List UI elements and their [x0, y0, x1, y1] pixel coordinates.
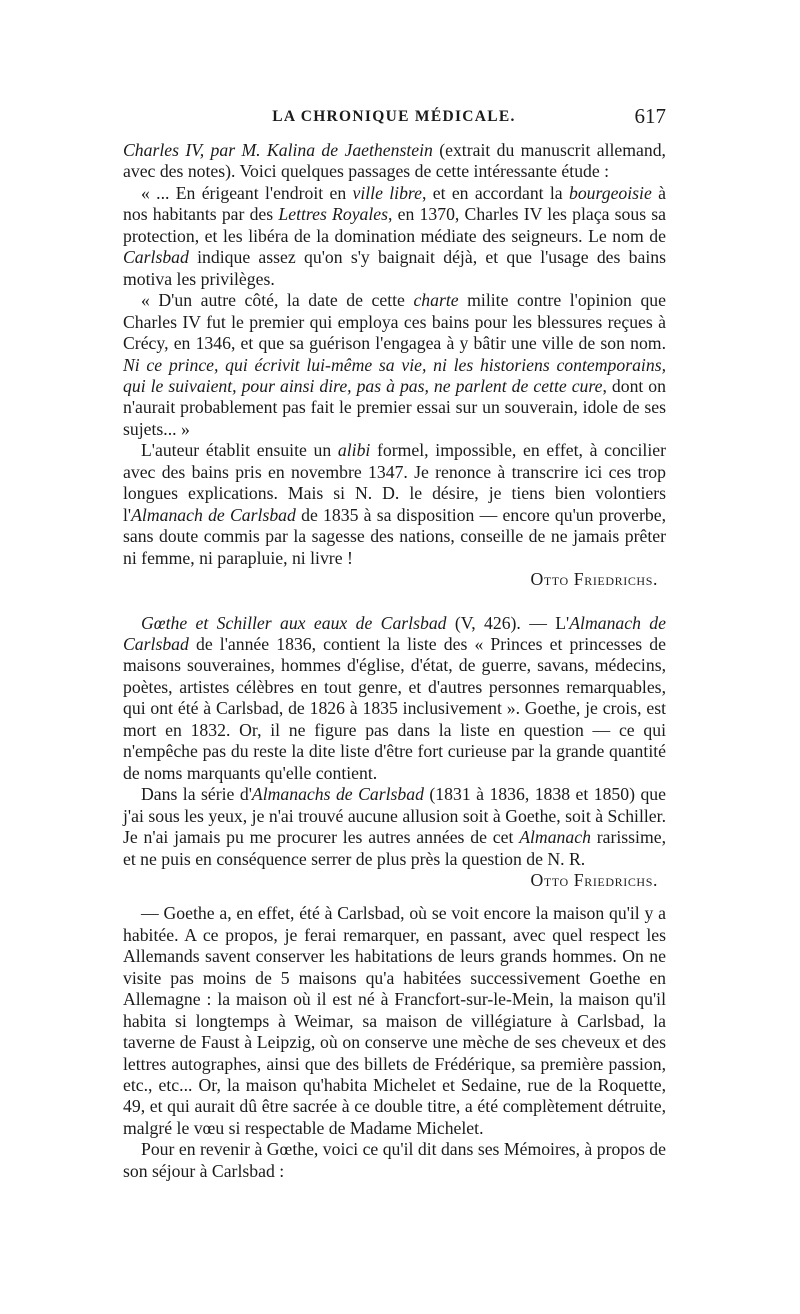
body-text: [123, 140, 666, 1182]
page-number: 617: [634, 104, 666, 128]
section-title: Gœthe et Schiller aux eaux de Carlsbad: [141, 612, 447, 633]
running-title: LA CHRONIQUE MÉDICALE.: [272, 108, 516, 125]
page-header: [118, 104, 670, 132]
paragraph-goethe-houses: — Goethe a, en effet, été à Carlsbad, où se voit encore la maison qu'il y a habitée. A ce propos, je ferai remarquer, en passant, avec quel respect les Allemands savent conserver les habitations de leurs grands hommes. On ne visite pas moins de 5 maisons qu'a habitées successivement Goethe en Allemagne : la maison où il est né à Francfort-sur-le-Mein, la maison qu'il habita si longtemps à Weimar, sa maison de villégiature à Carlsbad, la taverne de Faust à Leipzig, où on conserve une mèche de ses cheveux et des lettres autographes, ainsi que des billets de Frédérique, sa première passion, etc., etc... Or, la maison qu'habita Michelet et Sedaine, rue de la Roquette, 49, et qui aurait dû être sacrée à ce double titre, a été complètement détruite, malgré le vœu si respectable de Madame Michelet.: [123, 903, 666, 1138]
signature-otto-friedrichs-2: Otto Friedrichs.: [530, 869, 658, 890]
source-title: Charles IV, par M. Kalina de Jaethenstein: [123, 140, 433, 160]
signature-otto-friedrichs-1: Otto Friedrichs.: [530, 569, 658, 590]
paragraph-goethe-schiller: Gœthe et Schiller aux eaux de Carlsbad (V, 426). — L'Almanach de Carlsbad de l'année 1836, contient la liste des « Princes et princesses de maisons souveraines, hommes d'église, d'état, de guerre, savans, médecins, poètes, artistes célèbres en tout genre, et d'autres personnes remarquables, qui ont été à Carlsbad, de 1826 à 1835 inclusivement ». Goethe, je crois, est mort en 1832. Or, il ne figure pas dans la liste en question — ce qui n'empêche pas du reste la dite liste d'être fort curieuse par la grande quantité de noms marquants qu'elle contient.: [123, 612, 666, 783]
quote-paragraph-ville-libre: « ... En érigeant l'endroit en ville libre, et en accordant la bourgeoisie à nos habitants par des Lettres Royales, en 1370, Charles IV les plaça sous sa protection, et les libéra de la domination médiate des seigneurs. Le nom de Carlsbad indique assez qu'on s'y baignait déjà, et que l'usage des bains motiva les privilèges.: [123, 182, 667, 289]
paragraph-memoires: Pour en revenir à Gœthe, voici ce qu'il dit dans ses Mémoires, à propos de son séjour à Carlsbad :: [123, 1139, 666, 1181]
paragraph-almanachs: Dans la série d'Almanachs de Carlsbad (1831 à 1836, 1838 et 1850) que j'ai sous les yeux, je n'ai trouvé aucune allusion soit à Goethe, soit à Schiller. Je n'ai jamais pu me procurer les autres années de cet Almanach rarissime, et ne puis en conséquence serrer de plus près la question de N. R.: [123, 784, 666, 869]
quote-paragraph-charte: « D'un autre côté, la date de cette charte milite contre l'opinion que Charles IV fut le premier qui employa ces bains pour les blessures reçues à Crécy, en 1346, et que sa guérison l'engagea à y bâtir une ville de son nom. Ni ce prince, qui écrivit lui-même sa vie, ni les historiens contemporains, qui le suivaient, pour ainsi dire, pas à pas, ne parlent de cette cure, dont on n'aurait probablement pas fait le premier essai sur un souverain, idole de ses sujets... »: [123, 290, 666, 439]
paragraph-alibi: L'auteur établit ensuite un alibi formel, impossible, en effet, à concilier avec des bains pris en novembre 1347. Je renonce à transcrire ici ces trop longues explications. Mais si N. D. le désire, je tiens bien volontiers l'Almanach de Carlsbad de 1835 à sa disposition — encore qu'un proverbe, sans doute commis par la sagesse des nations, conseille de ne jamais prêter ni femme, ni parapluie, ni livre !: [123, 440, 667, 568]
paragraph-charles-iv: Charles IV, par M. Kalina de Jaethenstein (extrait du manuscrit allemand, avec des notes). Voici quelques passages de cette intéressante étude :: [123, 140, 666, 182]
